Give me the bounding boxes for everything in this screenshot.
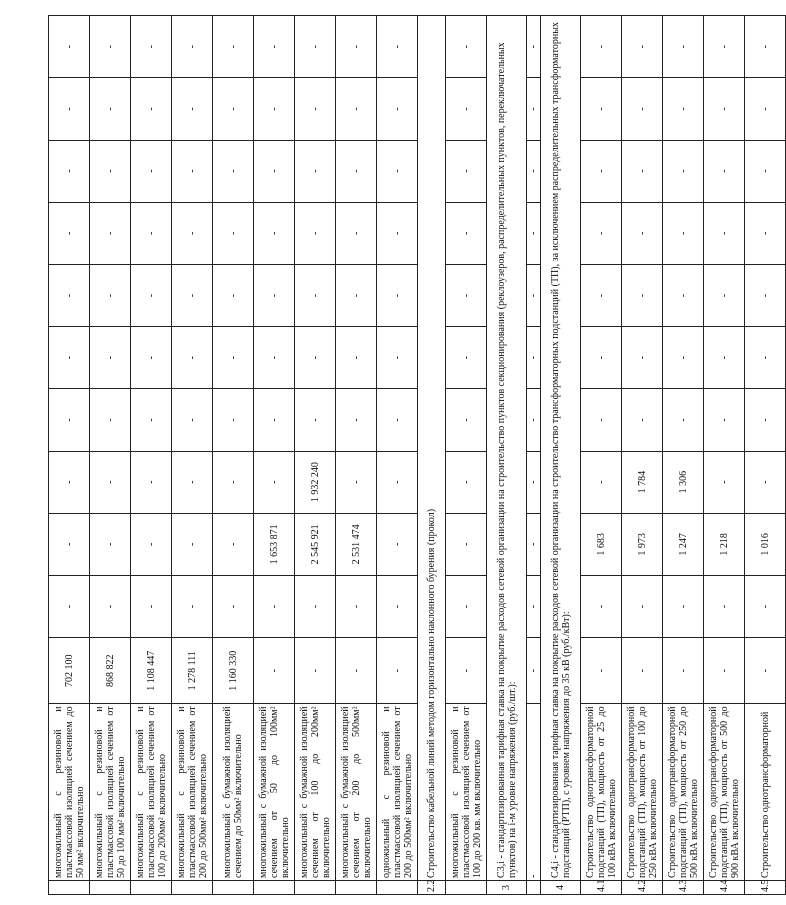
value-cell: - [704,16,745,78]
value-cell: - [446,513,487,575]
value-cell: - [49,575,90,637]
table-row [745,16,786,895]
value-cell: - [90,451,131,513]
section-header-row [487,16,527,895]
row-number [527,880,541,894]
value-cell: - [336,202,377,264]
value-cell: - [254,327,295,389]
row-description: Строительство однотрансформаторной подстанций (ТП), мощность от 500 до 900 кВА включительно [704,704,745,881]
value-cell: - [622,389,663,451]
table-row [622,16,663,895]
value-cell: - [622,638,663,704]
value-cell: - [90,513,131,575]
section-number: 3 [487,880,527,894]
value-cell: - [131,264,172,326]
table-body [49,16,786,895]
value-cell: - [336,264,377,326]
value-cell: - [131,140,172,202]
value-cell: - [527,575,541,637]
value-cell: - [254,389,295,451]
value-cell: - [704,264,745,326]
value-cell: - [704,638,745,704]
value-cell: - [213,451,254,513]
value-cell: - [90,389,131,451]
value-cell: 1 306 [663,451,704,513]
value-cell: - [49,16,90,78]
row-number [295,880,336,894]
value-cell: 1 160 330 [213,638,254,704]
value-cell: - [213,389,254,451]
value-cell: - [622,140,663,202]
value-cell: - [213,575,254,637]
value-cell: - [704,575,745,637]
value-cell: - [49,451,90,513]
value-cell: - [172,451,213,513]
value-cell: - [295,264,336,326]
value-cell: - [446,16,487,78]
value-cell: - [336,451,377,513]
value-cell: - [663,264,704,326]
value-cell: - [49,202,90,264]
value-cell: - [377,389,418,451]
value-cell: - [622,16,663,78]
table-row [581,16,622,895]
value-cell: - [446,327,487,389]
row-description: многожильный с резиновой и пластмассовой изоляцией сечением от 100 до 200 кв. мм включительно [446,704,487,881]
value-cell: - [663,78,704,140]
value-cell: - [581,264,622,326]
value-cell: - [131,513,172,575]
row-description: Строительство однотрансформаторной подстанций (ТП), мощность от 25 до 100 кВА включительно [581,704,622,881]
value-cell: - [446,451,487,513]
value-cell: - [213,264,254,326]
value-cell: - [527,16,541,78]
value-cell: - [49,140,90,202]
value-cell: - [745,389,786,451]
value-cell: - [446,389,487,451]
value-cell: - [295,327,336,389]
table-row [336,16,377,895]
value-cell: - [172,78,213,140]
table-row [527,16,541,895]
value-cell: - [254,638,295,704]
value-cell: 2 531 474 [336,513,377,575]
value-cell: - [745,451,786,513]
value-cell: - [90,264,131,326]
row-number [254,880,295,894]
value-cell: - [581,327,622,389]
value-cell: 1 653 871 [254,513,295,575]
value-cell: - [131,78,172,140]
value-cell: - [446,78,487,140]
table-row [254,16,295,895]
table-row [90,16,131,895]
value-cell: 702 100 [49,638,90,704]
value-cell: - [49,78,90,140]
row-number: 4.1 [581,880,622,894]
row-number [377,880,418,894]
value-cell: - [527,389,541,451]
table-row [49,16,90,895]
row-number [446,880,487,894]
value-cell: 1 016 [745,513,786,575]
section-title: С4,i - стандартизированная тарифная ставка на покрытие расходов сетевой организации на строительство трансформаторных подстанций (ТП), за исключением распределительных трансформаторных подстанций (РТП), с уровнем напряжения до 35 кВ (руб./кВт): [541,16,581,881]
value-cell: - [745,264,786,326]
value-cell: - [663,327,704,389]
value-cell: 868 822 [90,638,131,704]
section-header-row [541,16,581,895]
value-cell: - [295,202,336,264]
value-cell: - [90,140,131,202]
value-cell: - [377,638,418,704]
value-cell: - [704,451,745,513]
value-cell: - [131,575,172,637]
value-cell: - [213,202,254,264]
row-description: многожильный с бумажной изоляцией сечением от 100 до 200мм² включительно [295,704,336,881]
value-cell: - [581,389,622,451]
value-cell: - [581,78,622,140]
value-cell: - [581,202,622,264]
value-cell: - [446,264,487,326]
value-cell: - [527,202,541,264]
value-cell: - [295,140,336,202]
value-cell: - [336,638,377,704]
value-cell: - [704,327,745,389]
table-row [446,16,487,895]
row-description: многожильный с бумажной изоляцией сечением от 200 до 500мм² включительно [336,704,377,881]
row-number [336,880,377,894]
value-cell: - [527,451,541,513]
table-row [172,16,213,895]
tariff-table [48,15,786,895]
value-cell: - [131,327,172,389]
section-title: С3,i - стандартизированная тарифная ставка на покрытие расходов сетевой организации на строительство пунктов секционирования (реклоузеров, распределительных пунктов, переключательных пунктов) на i-м уровне напряжения (руб./шт.): [487,16,527,881]
value-cell: - [704,202,745,264]
value-cell: - [336,575,377,637]
value-cell: - [90,575,131,637]
value-cell: - [131,451,172,513]
value-cell: - [704,140,745,202]
value-cell: - [172,389,213,451]
value-cell: - [90,78,131,140]
row-number [213,880,254,894]
value-cell: - [745,575,786,637]
value-cell: 1 683 [581,513,622,575]
value-cell: - [446,638,487,704]
value-cell: - [377,451,418,513]
value-cell: - [704,389,745,451]
value-cell: - [254,202,295,264]
row-number [49,880,90,894]
value-cell: - [295,575,336,637]
value-cell: - [336,327,377,389]
row-number [90,880,131,894]
value-cell: - [446,140,487,202]
row-description: многожильный с резиновой и пластмассовой изоляцией сечением от 50 до 100 мм² включительно [90,704,131,881]
value-cell: - [90,327,131,389]
value-cell: - [213,78,254,140]
value-cell: - [663,16,704,78]
value-cell: - [377,140,418,202]
table-row [377,16,418,895]
value-cell: - [663,575,704,637]
value-cell: - [254,78,295,140]
value-cell: - [622,327,663,389]
value-cell: - [172,513,213,575]
value-cell: - [745,140,786,202]
value-cell: - [172,575,213,637]
table-row [295,16,336,895]
value-cell: - [377,16,418,78]
value-cell: - [581,16,622,78]
value-cell: - [581,575,622,637]
value-cell: - [377,575,418,637]
value-cell: - [49,327,90,389]
value-cell: - [336,140,377,202]
table-row [213,16,254,895]
row-description: Строительство однотрансформаторной подстанций (ТП), мощность от 100 до 250 кВА включительно [622,704,663,881]
row-number: 4.2 [622,880,663,894]
row-number: 4.4 [704,880,745,894]
row-description: одножильный с резиновой и пластмассовой изоляцией сечением от 200 до 500мм² включительно [377,704,418,881]
value-cell: - [336,16,377,78]
value-cell: - [295,638,336,704]
value-cell: - [49,513,90,575]
value-cell: - [704,78,745,140]
value-cell: - [663,202,704,264]
value-cell: - [663,140,704,202]
value-cell: - [172,16,213,78]
value-cell: - [745,202,786,264]
value-cell: - [254,264,295,326]
table-row [663,16,704,895]
value-cell: 1 932 240 [295,451,336,513]
row-description: многожильный с резиновой и пластмассовой изоляцией сечением от 200 до 500мм² включительно [172,704,213,881]
row-description: Строительство однотрансформаторной подстанций (ТП), мощность от 250 до 500 кВА включительно [663,704,704,881]
value-cell: - [254,140,295,202]
value-cell: - [663,638,704,704]
value-cell: - [172,264,213,326]
value-cell: - [527,638,541,704]
value-cell: - [527,140,541,202]
value-cell: - [213,140,254,202]
value-cell: - [745,16,786,78]
value-cell: - [295,389,336,451]
table-row [704,16,745,895]
value-cell: - [446,575,487,637]
value-cell: - [213,513,254,575]
value-cell: - [745,327,786,389]
row-description: многожильный с бумажной изоляцией сечением от 50 до 100мм² включительно [254,704,295,881]
value-cell: - [49,389,90,451]
value-cell: - [527,78,541,140]
row-number: 4.3 [663,880,704,894]
value-cell: - [377,202,418,264]
row-description: многожильный с бумажной изоляцией сечением до 50мм² включительно [213,704,254,881]
value-cell: - [622,575,663,637]
value-cell: 1 973 [622,513,663,575]
value-cell: - [131,16,172,78]
value-cell: - [49,264,90,326]
row-description: многожильный с резиновой и пластмассовой изоляцией сечением до 50 мм² включительно [49,704,90,881]
value-cell: 1 218 [704,513,745,575]
value-cell: - [90,16,131,78]
value-cell: - [581,638,622,704]
value-cell: 1 784 [622,451,663,513]
section-title: Строительство кабельной линий методом горизонтально наклонного бурения (прокол) [418,16,446,881]
value-cell: - [295,16,336,78]
value-cell: - [745,638,786,704]
value-cell: - [581,140,622,202]
value-cell: - [377,264,418,326]
value-cell: - [446,202,487,264]
section-number: 2.2 [418,880,446,894]
section-header-row [418,16,446,895]
row-number [131,880,172,894]
value-cell: - [527,264,541,326]
value-cell: - [336,78,377,140]
value-cell: 1 247 [663,513,704,575]
value-cell: - [172,140,213,202]
value-cell: - [745,78,786,140]
value-cell: - [213,16,254,78]
value-cell: - [90,202,131,264]
value-cell: - [663,389,704,451]
value-cell: - [172,327,213,389]
value-cell: 2 545 921 [295,513,336,575]
value-cell: - [254,451,295,513]
table-row [131,16,172,895]
row-description: многожильный с резиновой и пластмассовой изоляцией сечением от 100 до 200мм² включительно [131,704,172,881]
value-cell: - [131,389,172,451]
value-cell: 1 108 447 [131,638,172,704]
value-cell: - [622,78,663,140]
value-cell: - [377,78,418,140]
value-cell: - [377,327,418,389]
value-cell: - [131,202,172,264]
value-cell: 1 278 111 [172,638,213,704]
value-cell: - [377,513,418,575]
value-cell: - [336,389,377,451]
value-cell: - [527,513,541,575]
value-cell: - [254,16,295,78]
section-number: 4 [541,880,581,894]
value-cell: - [622,264,663,326]
value-cell: - [213,327,254,389]
row-number [172,880,213,894]
value-cell: - [581,451,622,513]
row-description: - [527,704,541,881]
value-cell: - [622,202,663,264]
value-cell: - [295,78,336,140]
value-cell: - [172,202,213,264]
value-cell: - [527,327,541,389]
value-cell: - [254,575,295,637]
row-number: 4.5 [745,880,786,894]
row-description: Строительство однотрансформаторной [745,704,786,881]
